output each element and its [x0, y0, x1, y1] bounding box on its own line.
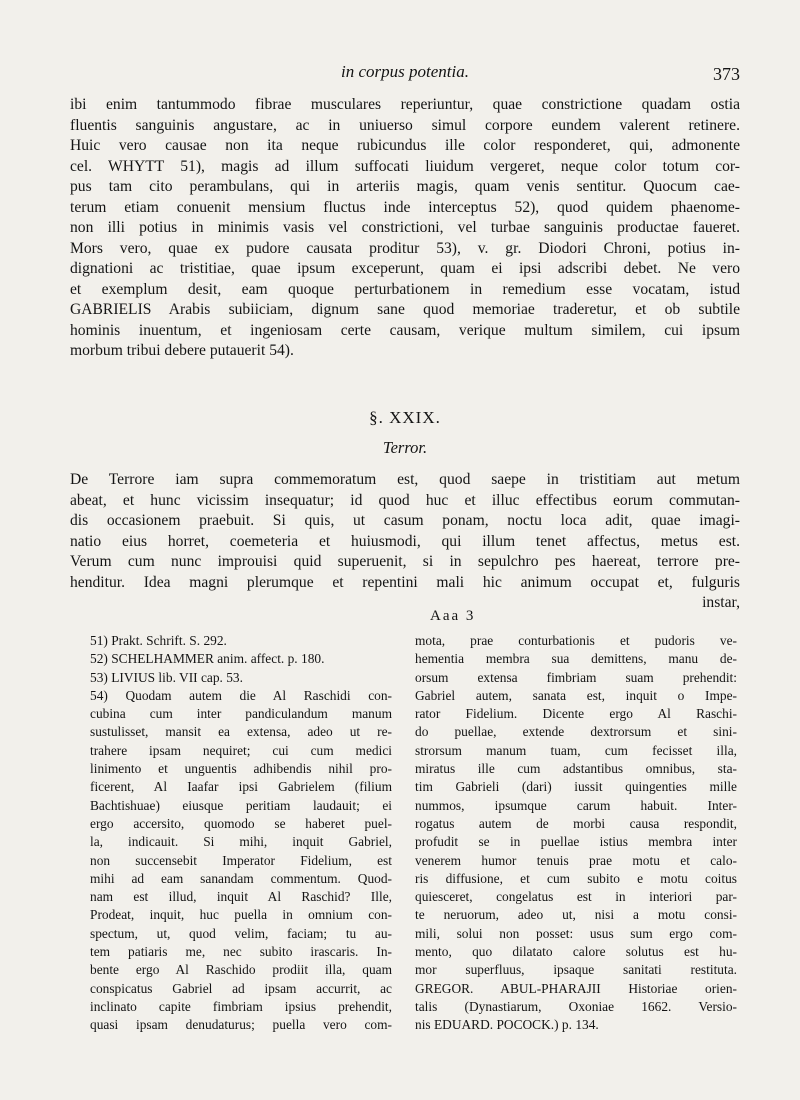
footnote-53: 53) LIVIUS lib. VII cap. 53. — [90, 669, 243, 685]
footnote-line: mento, quo dilatato calore solutus est hu- — [415, 944, 737, 960]
footnote-51: 51) Prakt. Schrift. S. 292. — [90, 633, 227, 648]
page-header — [70, 60, 740, 86]
text-line: Verum cum nunc improuisi quid superuenit, si in sepulchro pes haereat, terrore pre- — [70, 553, 740, 570]
footnote-line: talis (Dynastiarum, Oxoniae 1662. Versio- — [415, 998, 737, 1014]
footnote-line: ergo accersito, quomodo se haberet puel- — [90, 815, 392, 831]
text-line: Mors vero, quae ex pudore causata proditur 53), v. gr. Diodori Chroni, potius in- — [70, 239, 740, 257]
text-line: dignationi ac tristitiae, quae ipsum exceperunt, quam ei ipsi adscribi debet. Ne vero — [70, 260, 740, 277]
footnote-line: mor superfluus, ipsaque sanitati restituta. — [415, 962, 737, 978]
terror-paragraph — [70, 470, 740, 614]
footnote-line: Prodeat, inquit, huc puella in omnium con- — [90, 907, 392, 923]
text-line: natio eius horret, coemeteria et huiusmodi, qui illum tenet affectus, metus est. — [70, 532, 740, 550]
footnote-line: mihi ad eam sanandam commentum. Quod- — [90, 870, 392, 886]
text-line: morbum tribui debere putauerit 54). — [70, 342, 294, 359]
footnote-line: linimento et unguentis adhibendis nihil pro- — [90, 761, 392, 777]
page-number: 373 — [713, 64, 740, 84]
text-line: non illi potius in minimis vasis vel constrictioni, vel turbae sanguinis productae faueret. — [70, 219, 740, 236]
footnote-line: non succensebit Imperator Fidelium, est — [90, 852, 392, 868]
text-line: abeat, et hunc vicissim insequatur; id quod huc et illuc effectibus eorum commutan- — [70, 491, 740, 509]
footnote-line: cubina cum inter pandiculandum manum — [90, 706, 392, 722]
text-line: terum etiam conuenit mensium fluctus inde interceptus 52), quod quidem phaenome- — [70, 198, 740, 216]
footnote-line: Gabriel autem, sanata est, inquit o Impe- — [415, 687, 737, 703]
footnote-line: nis EDUARD. POCOCK.) p. 134. — [415, 1017, 599, 1033]
section-subheading: Terror. — [382, 438, 428, 457]
footnote-line: 54) Quodam autem die Al Raschidi con- — [90, 687, 392, 703]
footnote-line: la, indicauit. Si mihi, inquit Gabriel, — [90, 834, 392, 850]
footnote-line: inclinato capite fimbriam ipsius prehendit, — [90, 998, 392, 1014]
footnote-line: Bachtishuae) eiusque peritiam laudauit; ei — [90, 797, 392, 813]
footnote-line: rator Fidelium. Dicente ergo Al Raschi- — [415, 706, 737, 722]
footnote-line: nam est illud, inquit Al Raschid? Ille, — [90, 889, 392, 905]
footnote-line: do puellae, extende dextrorsum et sini- — [415, 724, 737, 740]
text-line: dis occasionem praebuit. Si quis, ut casum ponam, noctu loca adit, quae imagi- — [70, 512, 740, 529]
signature-mark: Aaa 3 — [430, 608, 476, 624]
footnote-line: tim Gabrieli (dari) iussit quingenties mille — [415, 779, 737, 795]
footnote-line: profudit se in puellae istius membra inter — [415, 834, 737, 850]
footnote-52: 52) SCHELHAMMER anim. affect. p. 180. — [90, 651, 325, 667]
footnote-line: hementia membra sua demittens, manu de- — [415, 651, 737, 667]
footnote-line: venerem humor tenuis prae motu et calo- — [415, 852, 737, 868]
footnote-line: sustulisset, mansit ea extensa, adeo ut re- — [90, 724, 392, 740]
text-line: et exemplum desit, eam quoque perturbationem in remedium esse vocatam, istud — [70, 280, 740, 298]
text-line: hominis inuentum, et ingeniosam certe causam, verique multum similem, cui ipsum — [70, 321, 740, 339]
section-heading: §. XXIX. — [369, 408, 441, 427]
footnote-line: quiesceret, congelatus est in interiori par- — [415, 889, 737, 905]
footnote-line: mota, prae conturbationis et pudoris ve- — [415, 633, 737, 648]
footnote-line: tem patiaris me, nec subito irascaris. In- — [90, 944, 392, 960]
footnote-line: ficerent, Al Iaafar ipsi Gabrielem (filium — [90, 779, 392, 795]
footnote-line: GREGOR. ABUL-PHARAJII Historiae orien- — [415, 980, 737, 996]
footnote-line: te neruorum, adeo ut, nisi a motu consi- — [415, 907, 737, 923]
footnote-line: bente ergo Al Raschido prodiit illa, quam — [90, 962, 392, 978]
footnotes-left-column — [90, 632, 392, 1035]
text-line: fluentis sanguinis angustare, ac in uniuerso simul corpore eundem valerent retinere. — [70, 116, 740, 134]
footnote-line: strorsum manum tuam, cum fecisset illa, — [415, 742, 737, 758]
footnote-line: mili, solui non posset: usus sum ergo com- — [415, 925, 737, 941]
text-line: henditur. Idea magni plerumque et repentini mali hic animum occupat et, fulguris — [70, 573, 740, 591]
footnote-line: rogatus autem de morbi causa respondit, — [415, 815, 737, 831]
footnote-line: orsum extensa fimbriam suam prehendit: — [415, 669, 737, 685]
text-line: GABRIELIS Arabis subiiciam, dignum sane quod memoriae traderetur, et ob subtile — [70, 301, 740, 318]
footnote-line: miratus ille cum adstantibus omnibus, sta- — [415, 761, 737, 777]
footnote-line: quasi ipsam denudaturus; puella vero com- — [90, 1017, 392, 1033]
footnote-line: trahere ipsam nequiret; cui cum medici — [90, 742, 392, 758]
main-text — [70, 95, 740, 362]
running-title: in corpus potentia. — [341, 62, 469, 81]
footnotes-right-column — [415, 632, 737, 1035]
text-line: ibi enim tantummodo fibrae musculares reperiuntur, quae constrictione quadam ostia — [70, 96, 740, 113]
text-line: De Terrore iam supra commemoratum est, quod saepe in tristitiam aut metum — [70, 471, 740, 488]
footnote-line: ris diffusione, et cum subito e motu coitus — [415, 870, 737, 886]
text-line: cel. WHYTT 51), magis ad illum suffocati liuidum vergeret, neque color totum cor- — [70, 157, 740, 175]
footnote-line: spectum, ut, quod velim, faciam; tu au- — [90, 925, 392, 941]
text-line: pus tam cito perambulans, qui in arteriis magis, quam venis sentitur. Quocum cae- — [70, 178, 740, 195]
footnote-line: conspicatus Gabriel ad ipsam accurrit, ac — [90, 980, 392, 996]
text-line: Huic vero causae non ita neque rubicundus ille color responderet, qui, admonente — [70, 137, 740, 154]
footnote-line: nummos, ipsumque carum habuit. Inter- — [415, 797, 737, 813]
catchword: instar, — [702, 594, 740, 611]
